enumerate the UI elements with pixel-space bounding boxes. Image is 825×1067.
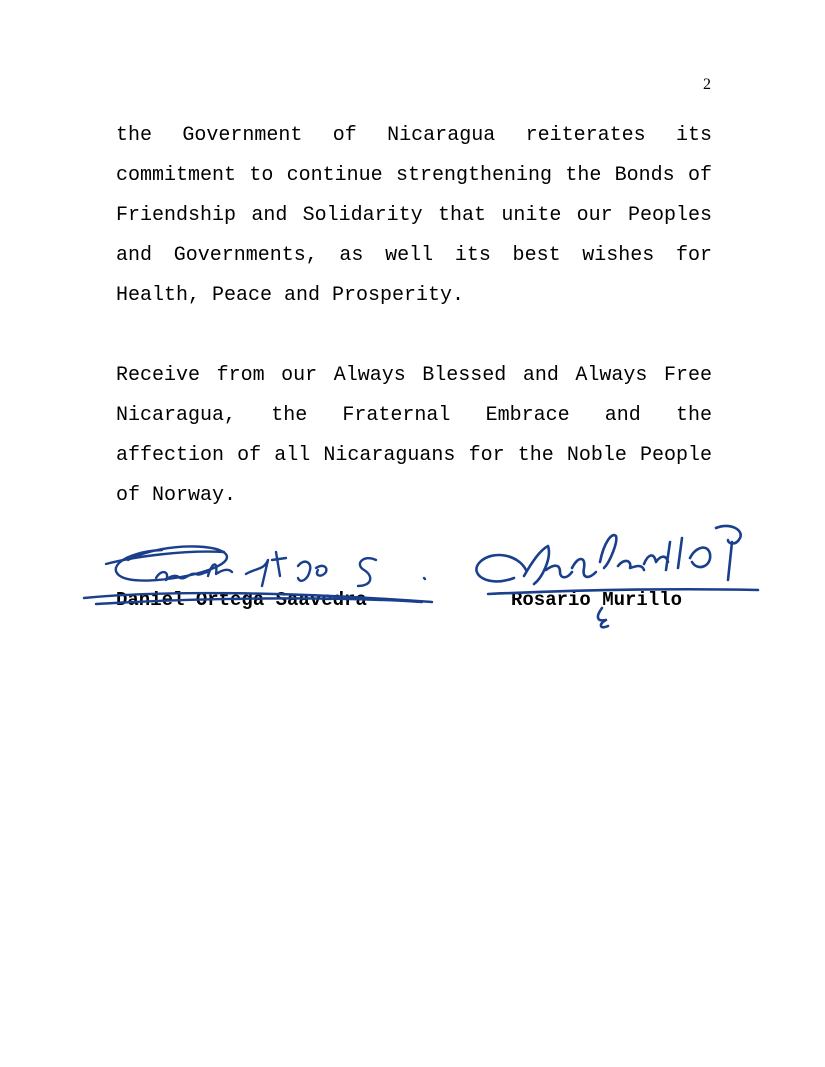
signatory-name-ortega: Daniel Ortega Saavedra [116, 589, 367, 611]
signatory-name-murillo: Rosario Murillo [511, 589, 683, 611]
letter-body [116, 116, 712, 516]
page-number: 2 [703, 76, 711, 93]
paragraph-2: Receive from our Always Blessed and Always Free Nicaragua, the Fraternal Embrace and the affection of all Nicaraguans for the Noble People of Norway. [116, 364, 712, 507]
signature-murillo [468, 518, 768, 630]
paragraph-1: the Government of Nicaragua reiterates its commitment to continue strengthening the Bonds of Friendship and Solidarity that unite our Peoples and Governments, as well its best wishes for Health, Peace and Prosperity. [116, 124, 712, 307]
